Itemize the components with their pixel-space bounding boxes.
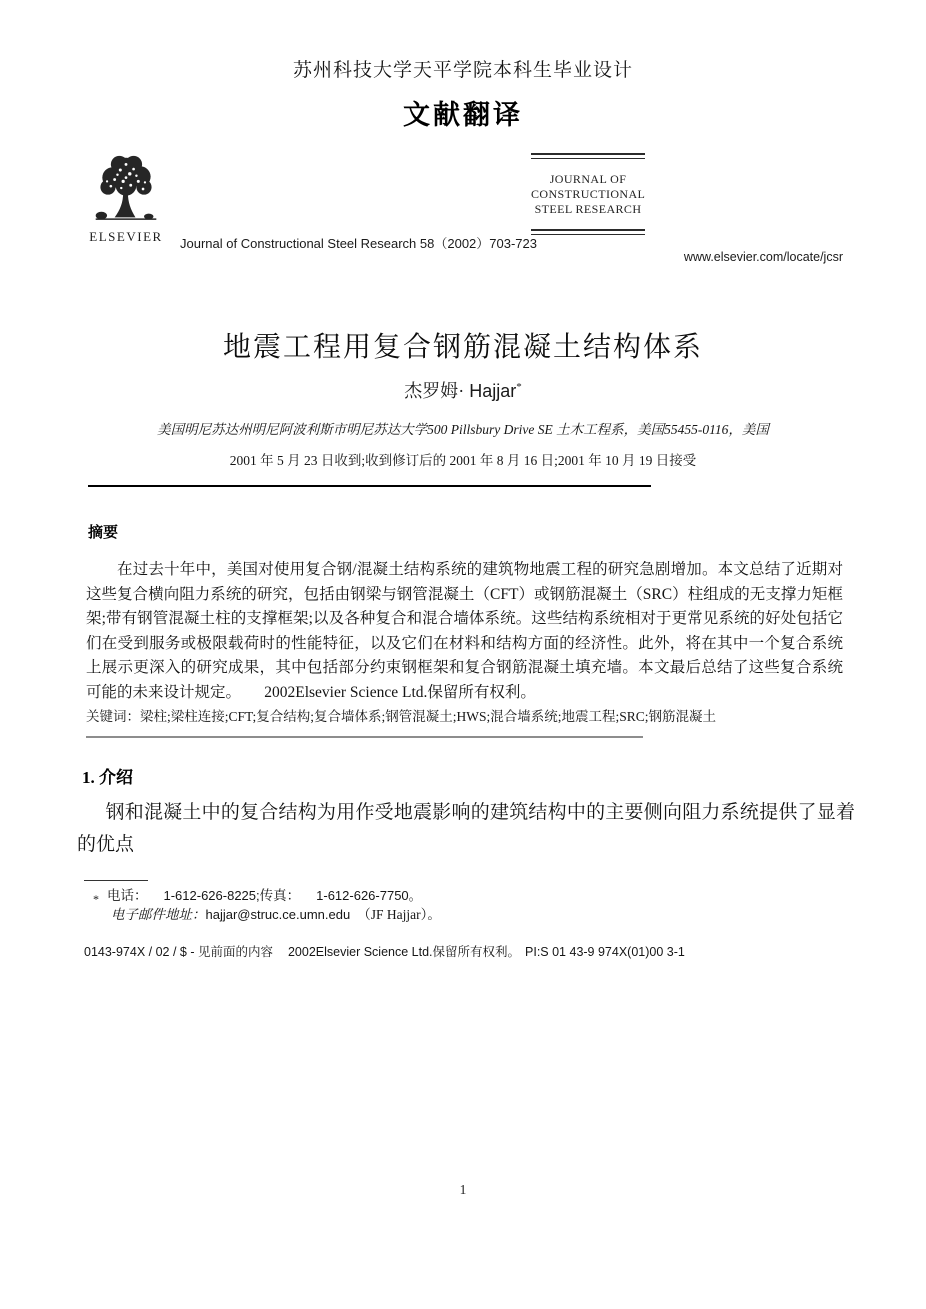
issn-text: 0143-974X / 02 / $ - 见前面的内容 [84, 945, 273, 959]
email-address: hajjar@struc.ce.umn.edu [205, 907, 351, 922]
keywords-divider-rule [86, 736, 643, 738]
copyright-text: 2002Elsevier Science Ltd.保留所有权利。 [287, 945, 521, 959]
section-1-paragraph: 钢和混凝土中的复合结构为用作受地震影响的建筑结构中的主要侧向阻力系统提供了显着的优点 [77, 802, 855, 855]
keywords-label: 关键词： [86, 709, 140, 724]
fax-label: 传真： [259, 888, 301, 903]
footnote-email-line [111, 903, 441, 923]
author-name-cn: 杰罗姆· [404, 381, 465, 401]
journal-masthead-box [531, 153, 645, 235]
journal-citation: Journal of Constructional Steel Research 58（2002）703-723 [180, 236, 537, 251]
email-label: 电子邮件地址： [111, 907, 206, 922]
masthead-line: STEEL RESEARCH [534, 202, 642, 216]
abstract-body: 在过去十年中，美国对使用复合钢/混凝土结构系统的建筑物地震工程的研究急剧增加。本文总结了近期对这些复合横向阻力系统的研究，包括由钢梁与钢管混凝土（CFT）或钢筋混凝土（SRC）柱组成的无支撑力矩框架;带有钢管混凝土柱的支撑框架;以及各种复合和混合墙体系统。这些结构系统相对于更常见系统的好处包括它们在受到服务或极限载荷时的性能特征，以及它们在材料和结构方面的经济性。此外，将在其中一个复合系统上展示更深入的研究成果，其中包括部分约束钢框架和复合钢筋混凝土填充墙。本文最后总结了这些复合系统可能的未来设计规定。 2002Elsevier Science Ltd.保留所有权利。 [86, 561, 843, 701]
section-1-heading: 1. 介绍 [82, 768, 133, 787]
keywords-body: 梁柱;梁柱连接;CFT;复合结构;复合墙体系;钢管混凝土;HWS;混合墙系统;地震工程;SRC;钢筋混凝土 [140, 709, 717, 724]
article-author [0, 377, 926, 403]
fax-number: 1-612-626-7750。 [316, 888, 422, 903]
article-title: 地震工程用复合钢筋混凝土结构体系 [222, 332, 703, 363]
email-suffix: （JF Hajjar）。 [357, 907, 441, 922]
masthead-title [531, 159, 645, 229]
masthead-bottom-rule [531, 229, 645, 235]
article-dates: 2001 年 5 月 23 日收到;收到修订后的 2001 年 8 月 16 日;2001 年 10 月 19 日接受 [229, 453, 697, 468]
page-number: 1 [459, 1182, 467, 1197]
header-divider-rule [88, 485, 651, 487]
elsevier-tree-icon [88, 212, 164, 229]
pii-text: PI:S 01 43-9 974X(01)00 3-1 [525, 945, 685, 959]
author-name-en: Hajjar [464, 381, 517, 401]
doc-type-title: 文献翻译 [403, 100, 523, 130]
elsevier-logo [84, 153, 168, 245]
footnote-mark: * [93, 892, 99, 906]
school-header: 苏州科技大学天平学院本科生毕业设计 [292, 60, 633, 81]
masthead-line: CONSTRUCTIONAL [531, 187, 646, 201]
phone-label: 电话： [107, 888, 148, 903]
imprint-line [84, 942, 685, 960]
elsevier-logo-text: ELSEVIER [89, 229, 163, 244]
masthead-line: JOURNAL OF [549, 172, 627, 186]
phone-number: 1-612-626-8225; [163, 888, 260, 903]
abstract-heading: 摘要 [88, 524, 119, 541]
keywords-line [86, 705, 716, 725]
journal-website: www.elsevier.com/locate/jcsr [683, 250, 843, 264]
author-footnote-mark: * [516, 381, 522, 393]
article-affiliation: 美国明尼苏达州明尼阿波利斯市明尼苏达大学500 Pillsbury Drive SE 土木工程系，美国55455-0116，美国 [157, 422, 769, 437]
footnote-rule [84, 880, 148, 881]
